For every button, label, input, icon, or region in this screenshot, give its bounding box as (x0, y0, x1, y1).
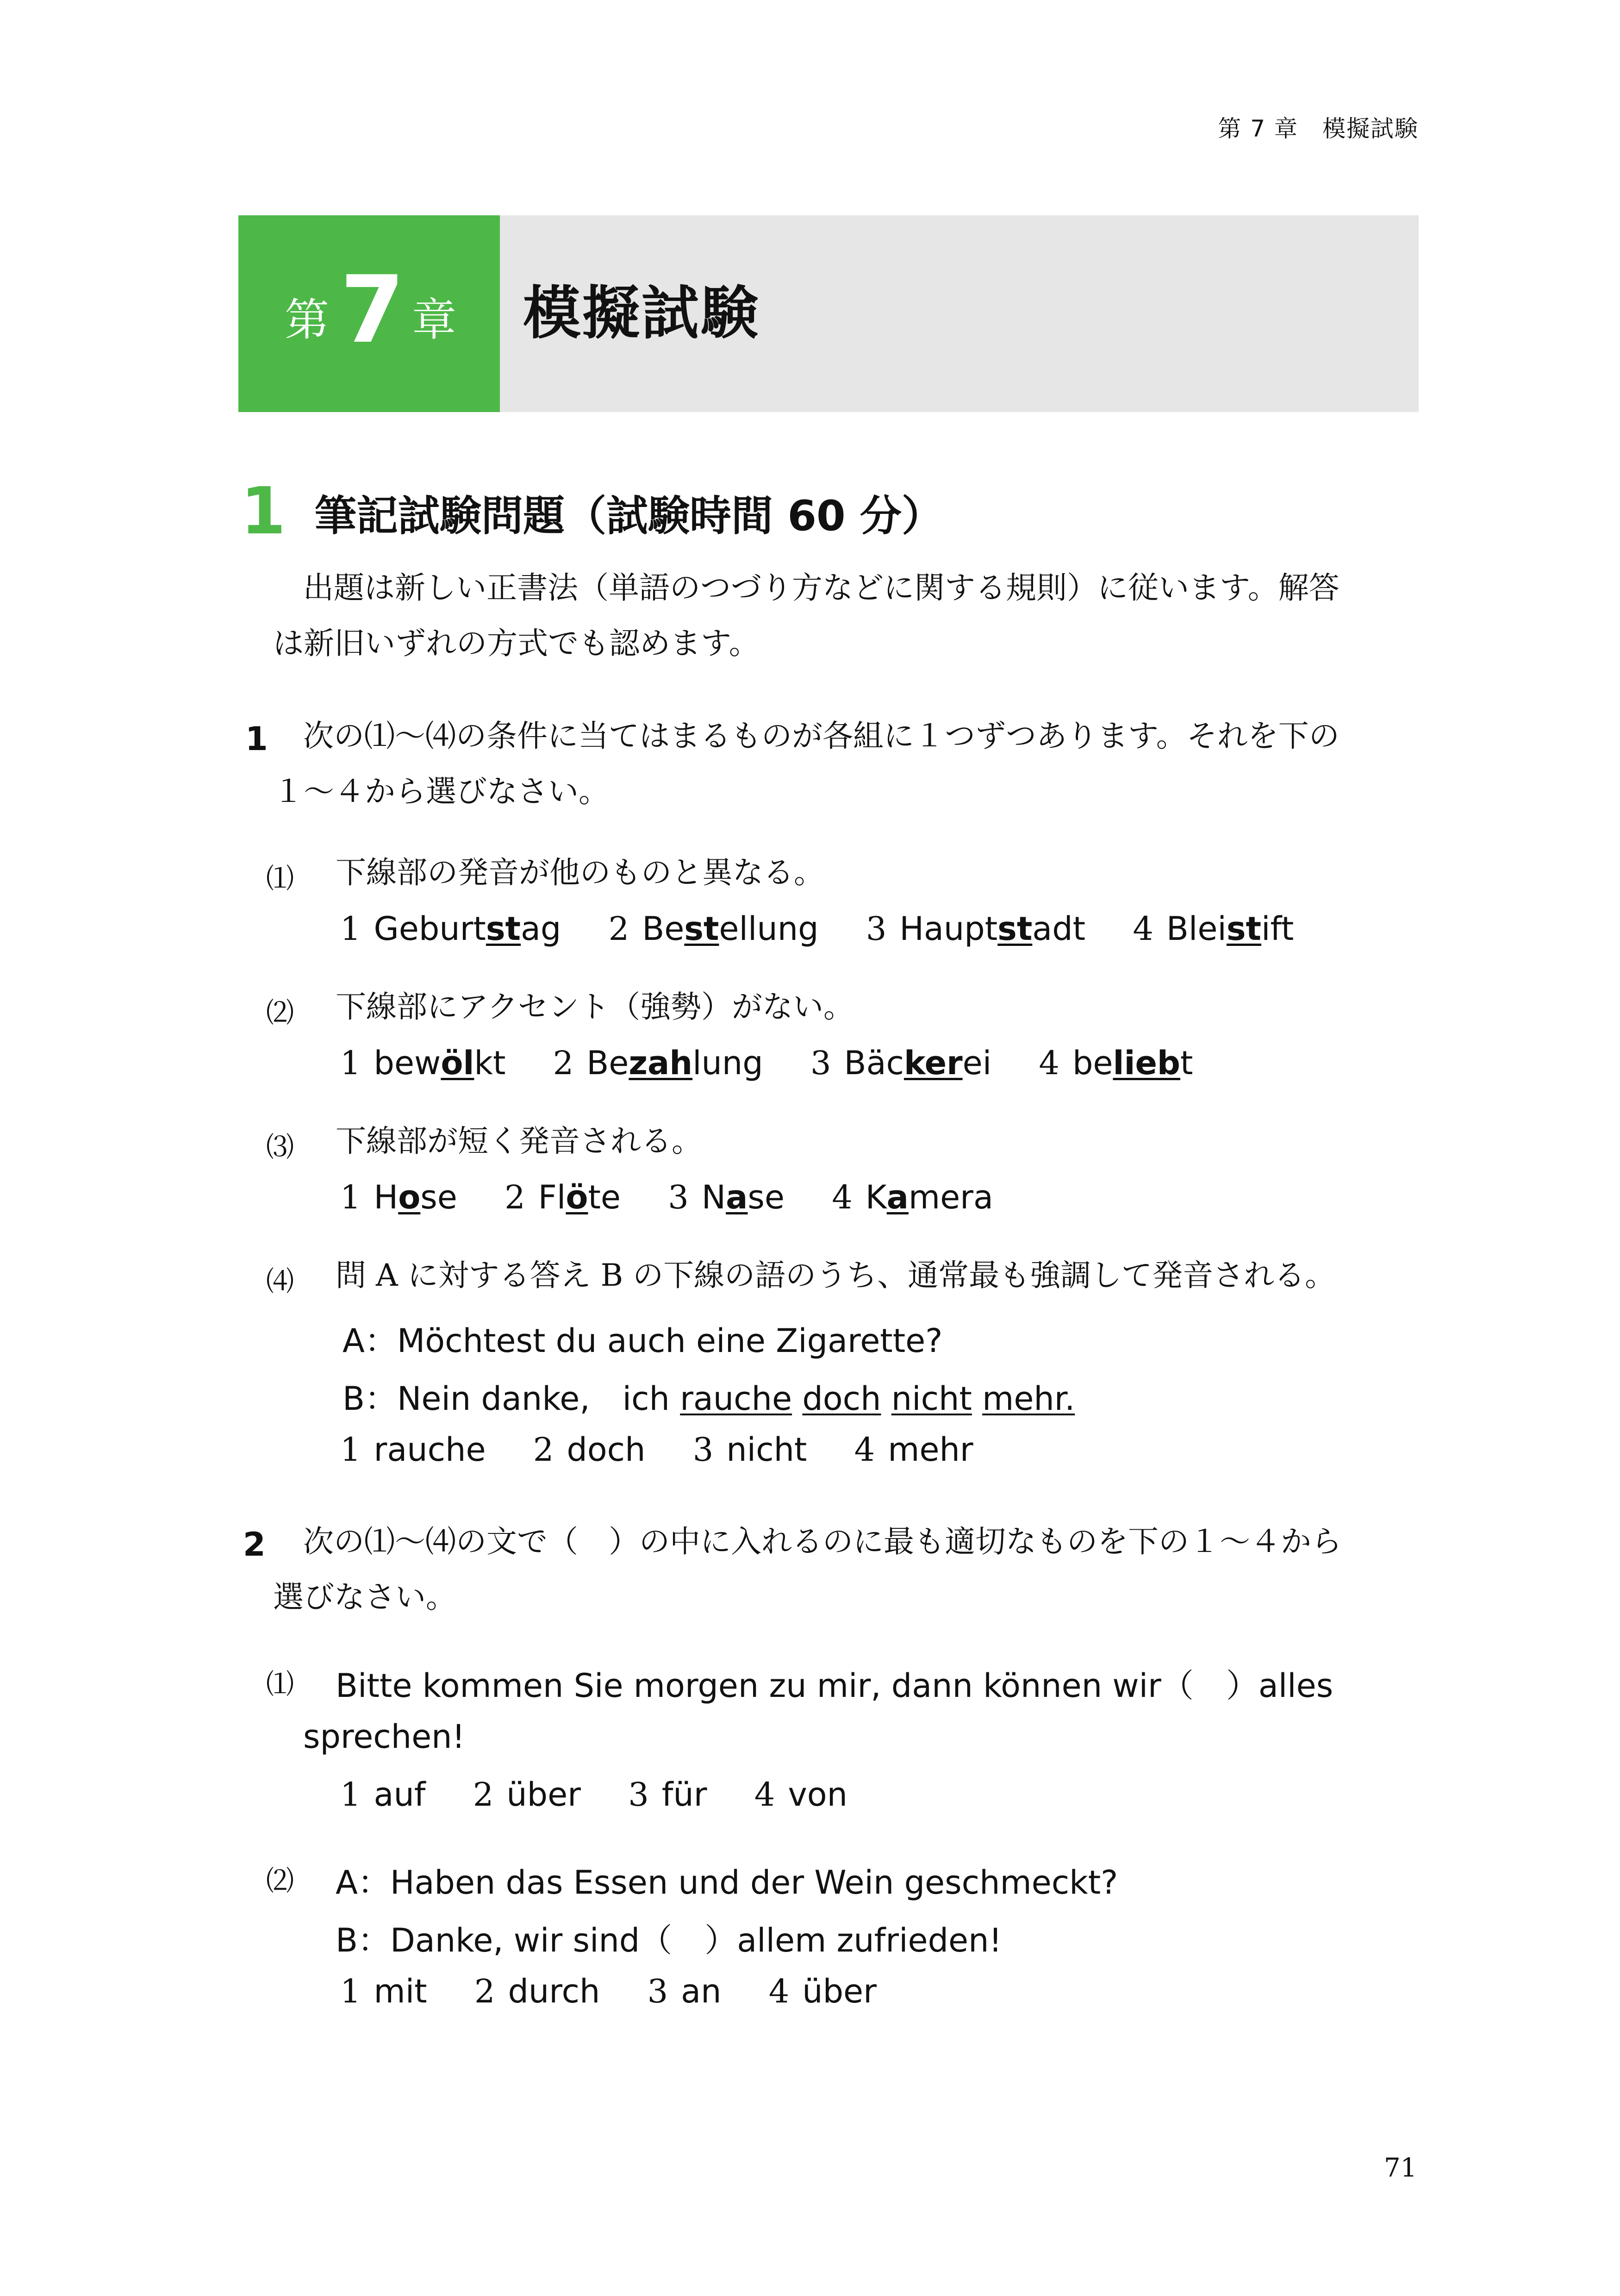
option-number: 1 (340, 1431, 361, 1469)
option-word: Bleistift (1166, 910, 1294, 948)
question-1-instruction-line-1: 次の⑴〜⑷の条件に当てはまるものが各組に１つずつあります。それを下の (303, 718, 1340, 754)
question-2-instruction-line-2: 選びなさい。 (273, 1579, 456, 1615)
option-number: 2 (505, 1178, 525, 1216)
q1-item-2-label: ⑵ (266, 997, 294, 1029)
option-number: 1 (340, 1178, 361, 1216)
option-number: 3 (692, 1431, 714, 1469)
option-word: Bestellung (642, 910, 819, 948)
q1-item-3-label: ⑶ (266, 1131, 294, 1164)
q2-item-1-label: ⑴ (266, 1668, 294, 1701)
chapter-number-box (238, 215, 500, 412)
q2-item-2-speaker-a: A：Haben das Essen und der Wein geschmeckt? (336, 1864, 1118, 1902)
q2-item-1-sentence-line-1: Bitte kommen Sie morgen zu mir, dann können wir（ ）alles (336, 1667, 1333, 1705)
option-number: 4 (854, 1431, 875, 1469)
option-number: 3 (866, 910, 887, 948)
option-word: an (681, 1972, 722, 2010)
option-number: 2 (533, 1431, 554, 1469)
question-1-number: 1 (245, 720, 268, 758)
option-word: mehr (888, 1431, 973, 1469)
option-number: 3 (668, 1178, 689, 1216)
option-number: 4 (768, 1972, 790, 2010)
option-number: 3 (810, 1044, 831, 1082)
option-word: doch (567, 1431, 646, 1469)
option-word: von (788, 1776, 847, 1814)
option-word: über (506, 1776, 581, 1814)
q1-item-3-prompt: 下線部が短く発音される。 (336, 1123, 702, 1159)
section-number: 1 (241, 474, 286, 549)
option-number: 2 (473, 1776, 494, 1814)
option-word: für (661, 1776, 707, 1814)
intro-line-1: 出題は新しい正書法（単語のつづり方などに関する規則）に従います。解答 (303, 570, 1340, 606)
q1-item-3-options (340, 1178, 1030, 1216)
q1-item-2-options (340, 1044, 1230, 1082)
q1-item-4-prompt: 問 A に対する答え B の下線の語のうち、通常最も強調して発音される。 (336, 1257, 1336, 1293)
q1-item-4-speaker-b: B：Nein danke, ich rauche doch nicht mehr. (343, 1380, 1075, 1418)
chapter-banner (238, 215, 1419, 412)
chapter-number: 7 (340, 256, 405, 364)
option-number: 4 (754, 1776, 775, 1814)
q1-item-4-label: ⑷ (266, 1265, 294, 1298)
option-number: 1 (340, 1972, 361, 2010)
option-number: 4 (1133, 910, 1153, 948)
option-word: Bäckerei (844, 1044, 992, 1082)
q1-item-4-speaker-a: A：Möchtest du auch eine Zigarette? (343, 1322, 943, 1360)
option-word: Flöte (538, 1178, 621, 1216)
question-2-number: 2 (243, 1526, 266, 1564)
chapter-suffix: 章 (412, 294, 456, 346)
option-word: auf (374, 1776, 426, 1814)
chapter-prefix: 第 (285, 294, 329, 346)
question-1-instruction-line-2: １〜４から選びなさい。 (273, 774, 609, 809)
option-word: Nase (701, 1178, 785, 1216)
q1-item-1-label: ⑴ (266, 863, 294, 895)
page-number: 71 (1384, 2153, 1417, 2183)
option-word: Geburtstag (374, 910, 561, 948)
option-word: Bezahlung (586, 1044, 763, 1082)
option-word: durch (508, 1972, 600, 2010)
option-word: über (802, 1972, 877, 2010)
q1-item-2-prompt: 下線部にアクセント（強勢）がない。 (336, 989, 854, 1025)
option-number: 2 (474, 1972, 495, 2010)
section-title: 筆記試験問題（試験時間 60 分） (315, 492, 943, 540)
option-number: 2 (553, 1044, 574, 1082)
option-word: Kamera (865, 1178, 993, 1216)
option-word: bewölkt (374, 1044, 506, 1082)
option-word: Hose (374, 1178, 457, 1216)
q1-item-1-prompt: 下線部の発音が他のものと異なる。 (336, 855, 824, 890)
q2-item-1-sentence-line-2: sprechen! (303, 1718, 465, 1756)
option-word: beliebt (1072, 1044, 1193, 1082)
q1-item-4-options (340, 1431, 1010, 1469)
option-number: 1 (340, 910, 361, 948)
option-word: nicht (726, 1431, 807, 1469)
question-2-instruction-line-1: 次の⑴〜⑷の文で（ ）の中に入れるのに最も適切なものを下の１〜４から (303, 1524, 1342, 1559)
q1-item-1-options (340, 910, 1331, 948)
option-number: 1 (340, 1776, 361, 1814)
option-number: 3 (647, 1972, 668, 2010)
option-number: 1 (340, 1044, 361, 1082)
q2-item-1-options (340, 1776, 885, 1814)
q2-item-2-speaker-b: B：Danke, wir sind（ ）allem zufrieden! (336, 1921, 1002, 1959)
intro-line-2: は新旧いずれの方式でも認めます。 (273, 626, 760, 661)
option-number: 4 (832, 1178, 853, 1216)
option-word: mit (374, 1972, 427, 2010)
option-number: 2 (608, 910, 629, 948)
option-number: 4 (1039, 1044, 1059, 1082)
option-word: rauche (374, 1431, 486, 1469)
running-header: 第 7 章 模擬試験 (1218, 115, 1419, 142)
option-number: 3 (628, 1776, 649, 1814)
q2-item-2-label: ⑵ (266, 1865, 294, 1897)
chapter-title: 模擬試験 (523, 280, 760, 347)
q2-item-2-options (340, 1972, 914, 2010)
option-word: Hauptstadt (899, 910, 1086, 948)
